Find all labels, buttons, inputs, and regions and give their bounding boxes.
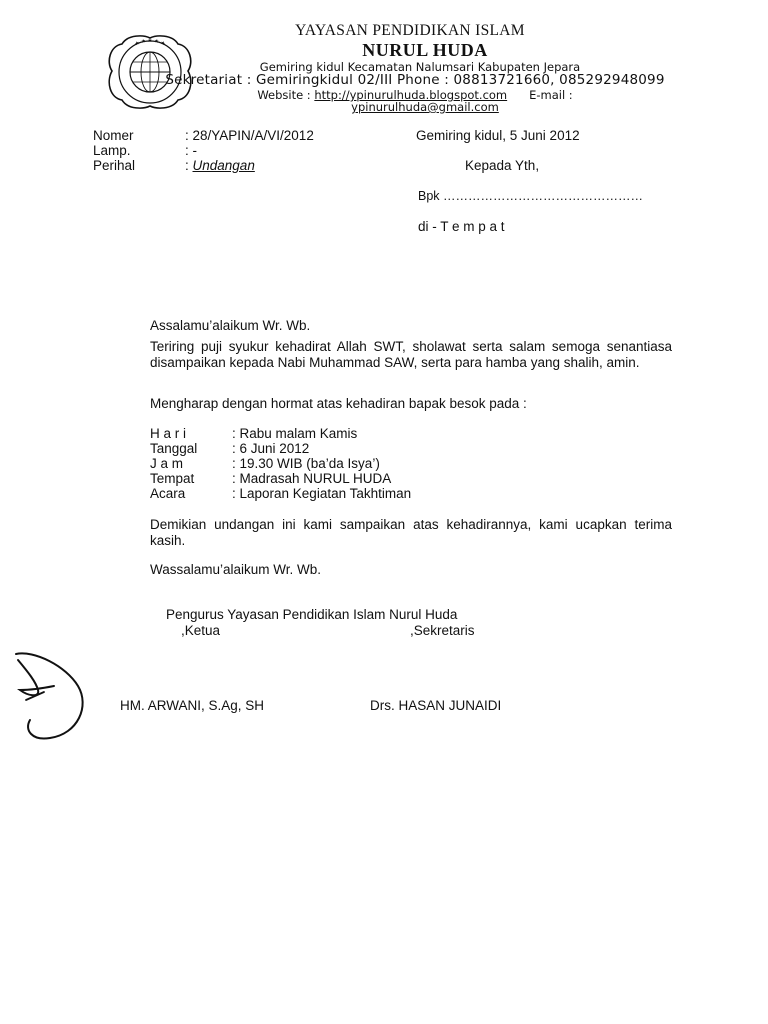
- secretary-name: Drs. HASAN JUNAIDI: [370, 698, 502, 713]
- handwritten-signature: [4, 646, 92, 746]
- role-secretary: ,Sekretaris: [410, 623, 475, 638]
- detail-value: : 6 Juni 2012: [232, 441, 310, 456]
- destination-line: di - T e m p a t: [418, 219, 505, 234]
- request-paragraph: Mengharap dengan hormat atas kehadiran bapak besok pada :: [150, 396, 527, 411]
- event-details: [150, 426, 411, 501]
- addressee-heading: Kepada Yth,: [465, 158, 540, 173]
- nomor-label: Nomer: [93, 128, 134, 143]
- detail-label: Acara: [150, 486, 186, 501]
- date-place: Gemiring kidul, 5 Juni 2012: [416, 128, 580, 143]
- detail-label: H a r i: [150, 426, 187, 441]
- website-label: Website :: [257, 88, 315, 102]
- secretariat-line: Sekretariat : Gemiringkidul 02/III Phone : 08813721660, 085292948099: [165, 72, 665, 88]
- closing-paragraph: Demikian undangan ini kami sampaikan atas kehadirannya, kami ucapkan terima kasih.: [150, 517, 672, 548]
- lamp-label: Lamp.: [93, 143, 131, 158]
- opening-paragraph: Teriring puji syukur kehadirat Allah SWT, sholawat serta salam semoga senantiasa disampaikan kepada Nabi Muhammad SAW, serta para hamba yang shalih, amin.: [150, 339, 672, 370]
- detail-label: Tempat: [150, 471, 195, 486]
- lamp-value: : -: [185, 143, 197, 158]
- foundation-logo: [102, 32, 198, 110]
- detail-value: : Rabu malam Kamis: [232, 426, 358, 441]
- perihal-colon: :: [185, 158, 193, 173]
- perihal-label: Perihal: [93, 158, 136, 173]
- greeting: Assalamu’alaikum Wr. Wb.: [150, 318, 311, 333]
- signatory-organization: Pengurus Yayasan Pendidikan Islam Nurul Huda: [166, 607, 458, 622]
- recipient-line: Bpk …………………………………………: [418, 189, 644, 203]
- email-link[interactable]: ypinurulhuda@gmail.com: [351, 100, 499, 114]
- perihal-value: [185, 158, 255, 173]
- detail-row-date: [150, 441, 411, 456]
- detail-label: Tanggal: [150, 441, 198, 456]
- address-line: Gemiring kidul Kecamatan Nalumsari Kabupaten Jepara: [259, 60, 581, 74]
- organization-subname: NURUL HUDA: [362, 40, 488, 60]
- detail-value: : Madrasah NURUL HUDA: [232, 471, 392, 486]
- nomor-value: : 28/YAPIN/A/VI/2012: [185, 128, 314, 143]
- detail-row-time: [150, 456, 411, 471]
- detail-row-place: [150, 471, 411, 486]
- organization-name: YAYASAN PENDIDIKAN ISLAM: [295, 22, 525, 39]
- email-label: E-mail :: [529, 88, 573, 102]
- farewell: Wassalamu’alaikum Wr. Wb.: [150, 562, 322, 577]
- perihal-subject: Undangan: [192, 158, 255, 173]
- detail-value: : Laporan Kegiatan Takhtiman: [232, 486, 412, 501]
- role-chairman: ,Ketua: [181, 623, 221, 638]
- detail-label: J a m: [150, 456, 184, 471]
- detail-row-day: [150, 426, 411, 441]
- detail-row-event: [150, 486, 411, 501]
- website-link[interactable]: http://ypinurulhuda.blogspot.com: [314, 88, 508, 102]
- chairman-name: HM. ARWANI, S.Ag, SH: [120, 698, 265, 713]
- detail-value: : 19.30 WIB (ba’da Isya’): [232, 456, 380, 471]
- svg-text:★ ★ ★ ★ ★: ★ ★ ★ ★ ★: [133, 38, 167, 48]
